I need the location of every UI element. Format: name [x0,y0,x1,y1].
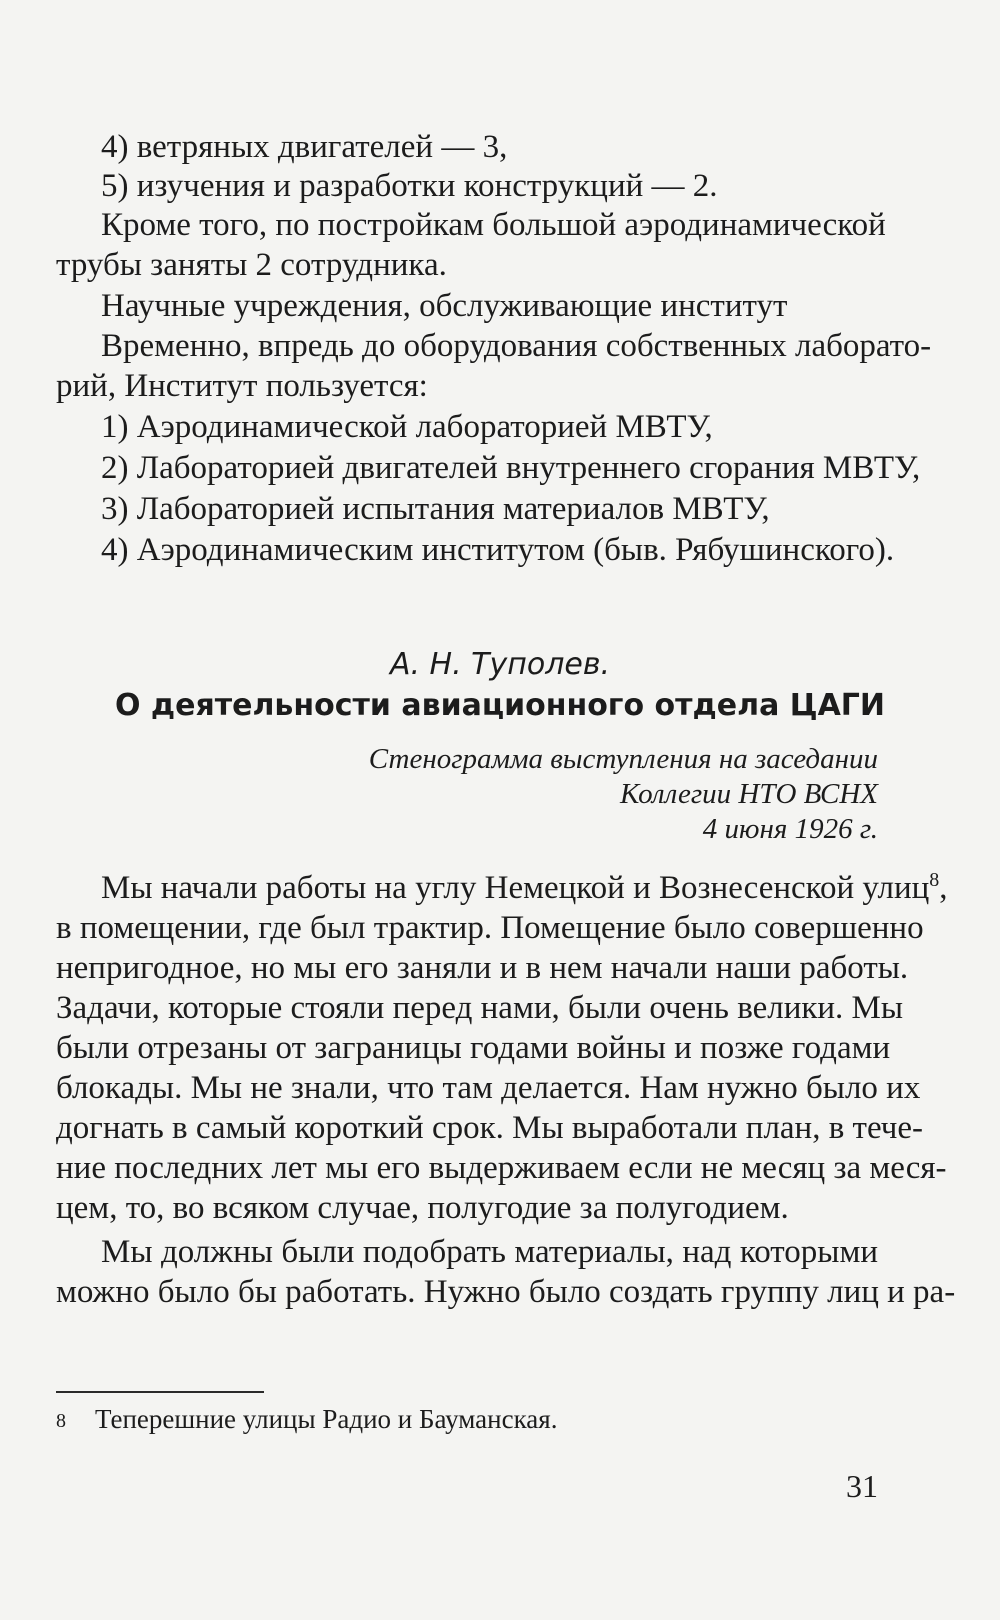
footnote-text: Теперешние улицы Радио и Бауманская. [95,1404,558,1434]
paragraph-line: можно было бы работать. Нужно было создать группу лиц и ра- [56,1274,956,1310]
paragraph-line: рий, Институт пользуется: [56,368,428,404]
paragraph-line: Задачи, которые стояли перед нами, были очень велики. Мы [56,990,904,1026]
paragraph-line: трубы заняты 2 сотрудника. [56,247,447,283]
paragraph-line [101,868,948,908]
list-item: 2) Лабораторией двигателей внутреннего сгорания МВТУ, [101,450,921,486]
paragraph-line: непригодное, но мы его заняли и в нем начали наши работы. [56,950,909,986]
line-punctuation: , [939,870,948,906]
epigraph-line: Стенограмма выступления на заседании [368,743,878,775]
list-item: 1) Аэродинамической лабораторией МВТУ, [101,409,713,445]
list-item: 4) Аэродинамическим институтом (быв. Рябушинского). [101,532,895,568]
epigraph-line: Коллегии НТО ВСНХ [620,778,878,810]
paragraph-line: ние последних лет мы его выдерживаем если не месяц за меся- [56,1150,947,1186]
section-heading: Научные учреждения, обслуживающие институт [101,288,788,324]
paragraph-line: догнать в самый короткий срок. Мы выработали план, в тече- [56,1110,924,1146]
list-item: 3) Лабораторией испытания материалов МВТУ, [101,491,770,527]
footnote-mark: 8 [56,1410,66,1432]
paragraph-line: блокады. Мы не знали, что там делается. Нам нужно было их [56,1070,921,1106]
list-item: 5) изучения и разработки конструкций — 2. [101,168,718,204]
paragraph-line: цем, то, во всяком случае, полугодие за полугодием. [56,1190,789,1226]
paragraph-line: Временно, впредь до оборудования собственных лаборато- [101,328,932,364]
article-author: А. Н. Туполев. [389,647,611,682]
line-text: Мы начали работы на углу Немецкой и Вознесенской улиц [101,870,930,906]
paragraph-line: были отрезаны от заграницы годами войны и позже годами [56,1030,891,1066]
list-item: 4) ветряных двигателей — 3, [101,129,508,165]
paragraph-line: Мы должны были подобрать материалы, над которыми [101,1234,878,1270]
epigraph-line: 4 июня 1926 г. [702,813,878,845]
footnote-reference: 8 [929,869,940,891]
page-number: 31 [846,1468,878,1504]
footnote-divider [56,1391,264,1393]
paragraph-line: Кроме того, по постройкам большой аэродинамической [101,207,886,243]
article-title: О деятельности авиационного отдела ЦАГИ [114,688,886,723]
paragraph-line: в помещении, где был трактир. Помещение было совершенно [56,910,924,946]
